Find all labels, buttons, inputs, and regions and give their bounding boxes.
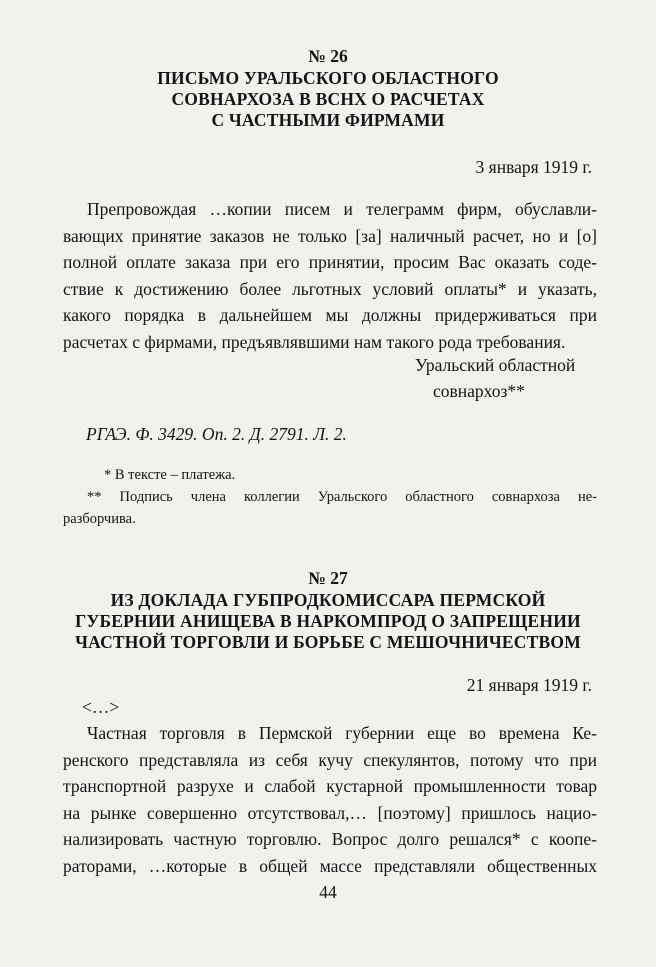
document-body	[63, 196, 597, 355]
document-date: 3 января 1919 г.	[475, 157, 592, 177]
archive-source: РГАЭ. Ф. 3429. Оп. 2. Д. 2791. Л. 2.	[86, 424, 347, 444]
document-body	[63, 720, 597, 879]
footnote: * В тексте – платежа.	[104, 467, 236, 483]
body-line: вающих принятие заказов не только [за] наличный расчет, но и [о]	[63, 225, 597, 246]
signature	[415, 352, 575, 404]
title-line: ЧАСТНОЙ ТОРГОВЛИ И БОРЬБЕ С МЕШОЧНИЧЕСТВОМ	[75, 632, 581, 652]
title-line: ИЗ ДОКЛАДА ГУБПРОДКОМИССАРА ПЕРМСКОЙ	[110, 590, 546, 610]
document-number: № 27	[308, 568, 348, 588]
body-line: Частная торговля в Пермской губернии еще во времена Ке-	[87, 723, 597, 743]
title-line: ПИСЬМО УРАЛЬСКОГО ОБЛАСТНОГО	[157, 68, 499, 88]
footnote-line: разборчива.	[63, 511, 136, 527]
body-line: нализировать частную торговлю. Вопрос долго решался* с коопе-	[63, 829, 597, 849]
body-line: на рынке совершенно отсутствовал,… [поэтому] пришлось нацио-	[63, 802, 597, 823]
signature-line: Уральский областной	[415, 355, 576, 375]
body-line: Препровождая …копии писем и телеграмм фирм, обуславли-	[87, 199, 597, 219]
document-title	[60, 68, 596, 131]
page-number: 44	[319, 882, 337, 902]
body-line: какого порядка в дальнейшем мы должны придерживаться при	[63, 305, 597, 325]
document-title	[40, 590, 616, 653]
document-date: 21 января 1919 г.	[466, 675, 592, 695]
footnote	[63, 486, 597, 530]
document-number: № 26	[308, 46, 348, 66]
body-line: полной оплате заказа при его принятии, просим Вас оказать соде-	[63, 252, 597, 272]
body-line: транспортной разрухе и слабой кустарной промышленности товар	[63, 776, 597, 796]
footnote-line: ** Подпись члена коллегии Уральского областного совнархоза не-	[87, 489, 597, 505]
body-line: раторами, …которые в общей массе представляли общественных	[63, 855, 597, 876]
body-line: ренского представляла из себя кучу спекулянтов, потому что при	[63, 749, 597, 770]
signature-line: совнархоз**	[433, 381, 525, 401]
body-line: ствие к достижению более льготных условий оплаты* и указать,	[63, 278, 597, 299]
title-line: СОВНАРХОЗА В ВСНХ О РАСЧЕТАХ	[171, 89, 485, 109]
title-line: С ЧАСТНЫМИ ФИРМАМИ	[211, 110, 445, 130]
body-line: расчетах с фирмами, предъявлявшими нам такого рода требования.	[63, 331, 566, 352]
omission-mark: <…>	[82, 697, 120, 717]
title-line: ГУБЕРНИИ АНИЩЕВА В НАРКОМПРОД О ЗАПРЕЩЕНИИ	[75, 611, 581, 631]
